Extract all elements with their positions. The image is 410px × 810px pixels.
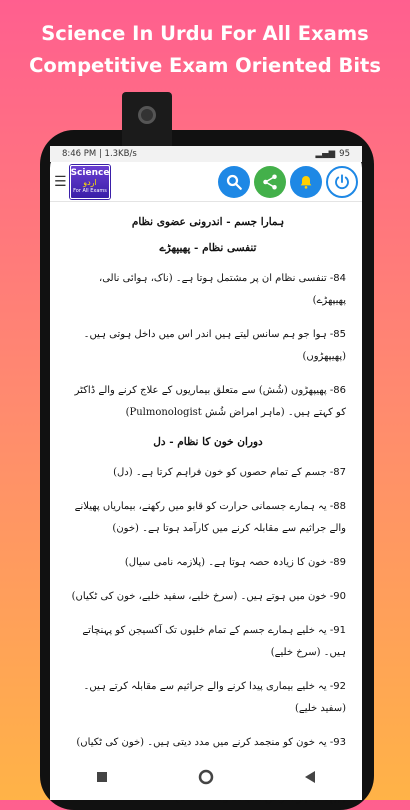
subsection-heading: دوران خون کا نظام - دل <box>153 436 263 448</box>
logo-subtitle: For All Exams <box>73 188 107 194</box>
item-text: یہ خلیے بیماری پیدا کرنے والے جراثیم سے مقابلہ کرتے ہیں۔ (سفید خلیے) <box>83 681 346 714</box>
item-text: یہ ہمارے جسمانی حرارت کو قابو میں رکھنے، بیماریاں پھیلانے والے جراثیم سے مقابلہ کرنے میں کارآمد ہوتا ہے۔ (خون) <box>74 501 346 534</box>
home-system-button[interactable] <box>196 767 216 787</box>
circle-icon <box>198 769 214 785</box>
back-button[interactable] <box>300 767 320 787</box>
search-icon <box>225 173 243 191</box>
question-item: 87- جسم کے تمام حصوں کو خون فراہم کرتا ہے۔ (دل) <box>113 467 346 478</box>
promo-line-2: Competitive Exam Oriented Bits <box>29 54 381 77</box>
item-number: 93 <box>333 737 346 748</box>
share-icon <box>261 173 279 191</box>
menu-icon[interactable]: ☰ <box>54 173 67 190</box>
item-number: 90 <box>333 591 346 602</box>
item-text: پھیپھڑوں (شُش) سے متعلق بیماریوں کے علاج کرنے والے ڈاکٹر کو کہتے ہیں۔ (ماہر امراض شُش Pulmonologist) <box>74 385 346 418</box>
question-item: 92- یہ خلیے بیماری پیدا کرنے والے جراثیم سے مقابلہ کرتے ہیں۔ (سفید خلیے) <box>83 681 346 714</box>
item-number: 85 <box>333 329 346 340</box>
item-text: خون کا زیادہ حصہ ہوتا ہے۔ (پلازمہ نامی سیال) <box>124 557 327 568</box>
bell-icon <box>298 173 314 191</box>
item-text: یہ خلیے ہمارے جسم کے تمام خلیوں تک آکسیجن کو پہنچاتے ہیں۔ (سرخ خلیے) <box>82 625 346 658</box>
promo-line-1: Science In Urdu For All Exams <box>41 22 369 45</box>
app-screen <box>50 146 362 800</box>
item-text: خون میں ہوتے ہیں۔ (سرخ خلیے، سفید خلیے، خون کی ٹکیاں) <box>71 591 327 602</box>
item-number: 89 <box>333 557 346 568</box>
square-icon <box>96 771 108 783</box>
signal-icon: ▂▄▆ <box>315 149 336 159</box>
item-text: ہوا جو ہم سانس لیتے ہیں اندر اس میں داخل ہوتی ہیں۔ (پھیپھڑوں) <box>83 329 346 362</box>
notifications-button[interactable] <box>290 166 322 198</box>
triangle-back-icon <box>304 770 316 784</box>
item-number: 91 <box>333 625 346 636</box>
section-heading: ہمارا جسم - اندرونی عضوی نظام <box>131 216 285 228</box>
item-text: یہ خون کو منجمد کرنے میں مدد دیتی ہیں۔ (خون کی ٹکیاں) <box>76 737 327 748</box>
logo-title: Science <box>70 168 110 178</box>
power-button[interactable] <box>326 166 358 198</box>
item-number: 92 <box>333 681 346 692</box>
status-speed: 1.3KB/s <box>104 149 137 159</box>
camera-lens <box>138 106 156 124</box>
item-number: 86 <box>333 385 346 396</box>
question-item: 86- پھیپھڑوں (شُش) سے متعلق بیماریوں کے علاج کرنے والے ڈاکٹر کو کہتے ہیں۔ (ماہر امراض شُش Pulmonologist) <box>74 385 346 418</box>
item-text: تنفسی نظام ان پر مشتمل ہوتا ہے۔ (ناک، ہوائی نالی، پھیپھڑے) <box>98 273 346 306</box>
recents-button[interactable] <box>92 767 112 787</box>
item-number: 88 <box>333 501 346 512</box>
system-navigation <box>50 754 362 800</box>
power-icon <box>333 173 351 191</box>
question-item: 84- تنفسی نظام ان پر مشتمل ہوتا ہے۔ (ناک، ہوائی نالی، پھیپھڑے) <box>98 273 346 306</box>
subsection-heading: تنفسی نظام - پھیپھڑے <box>159 242 257 254</box>
status-bar <box>50 146 362 162</box>
question-item: 85- ہوا جو ہم سانس لیتے ہیں اندر اس میں داخل ہوتی ہیں۔ (پھیپھڑوں) <box>83 329 346 362</box>
status-left: 8:46 PM | 1.3KB/s <box>62 149 137 159</box>
article-content <box>50 202 362 754</box>
question-item: 93- یہ خون کو منجمد کرنے میں مدد دیتی ہیں۔ (خون کی ٹکیاں) <box>76 737 346 748</box>
status-right <box>316 149 350 159</box>
question-item: 88- یہ ہمارے جسمانی حرارت کو قابو میں رکھنے، بیماریاں پھیلانے والے جراثیم سے مقابلہ کرنے میں کارآمد ہوتا ہے۔ (خون) <box>74 501 346 534</box>
item-number: 84 <box>333 273 346 284</box>
promo-banner <box>0 18 410 82</box>
search-button[interactable] <box>218 166 250 198</box>
battery-level: 95 <box>339 149 350 159</box>
logo-urdu: اردو <box>83 178 97 187</box>
share-button[interactable] <box>254 166 286 198</box>
app-toolbar <box>50 162 362 202</box>
app-logo <box>70 165 110 199</box>
toolbar-actions <box>218 166 358 198</box>
question-item: 89- خون کا زیادہ حصہ ہوتا ہے۔ (پلازمہ نامی سیال) <box>124 557 346 568</box>
item-text: جسم کے تمام حصوں کو خون فراہم کرتا ہے۔ (دل) <box>113 467 327 478</box>
status-time: 8:46 PM <box>62 149 97 159</box>
question-item: 91- یہ خلیے ہمارے جسم کے تمام خلیوں تک آکسیجن کو پہنچاتے ہیں۔ (سرخ خلیے) <box>82 625 346 658</box>
question-item: 90- خون میں ہوتے ہیں۔ (سرخ خلیے، سفید خلیے، خون کی ٹکیاں) <box>71 591 346 602</box>
item-number: 87 <box>333 467 346 478</box>
popup-camera <box>122 92 172 150</box>
